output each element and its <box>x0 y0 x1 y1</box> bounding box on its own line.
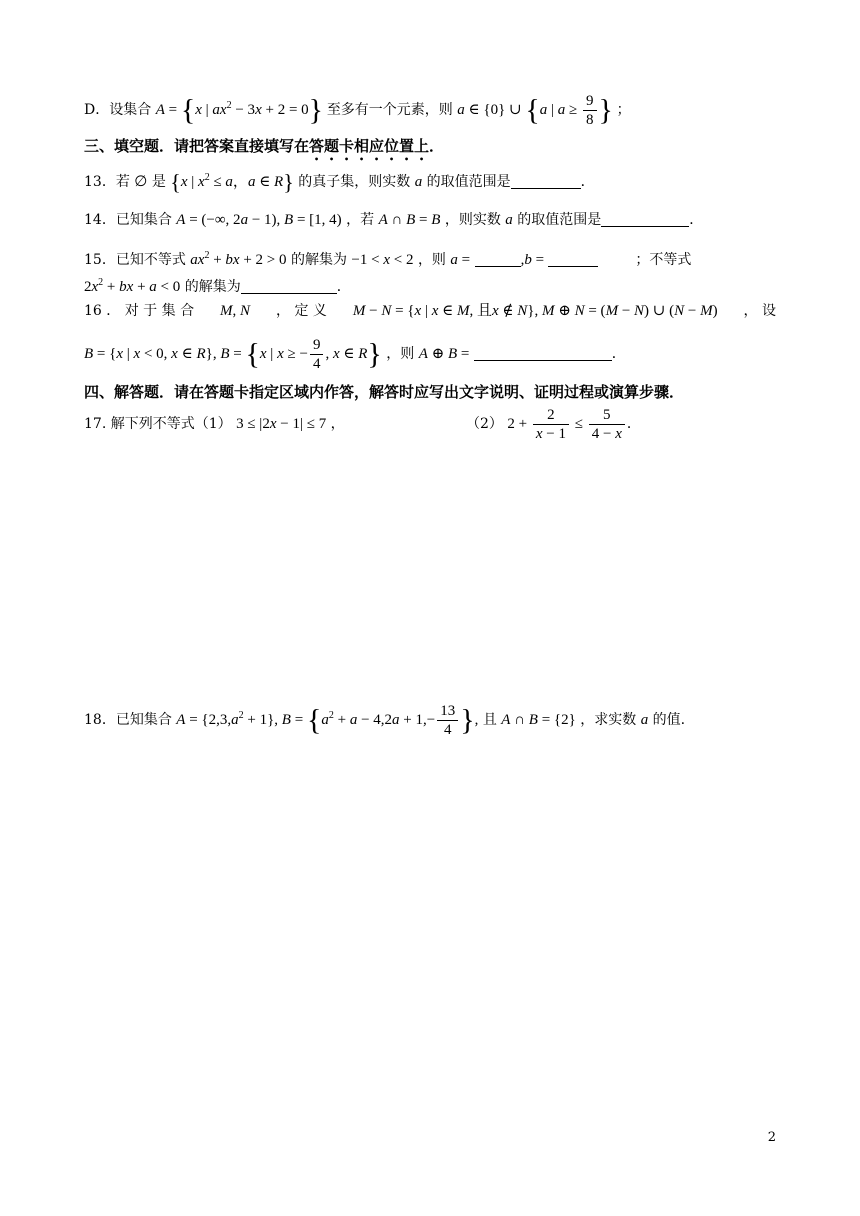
q13-var-a: a <box>414 174 423 190</box>
q17-end: ． <box>626 415 641 432</box>
q15-number: 15．已知不等式 <box>84 252 186 268</box>
q16-answer-blank <box>474 346 612 361</box>
q14-text3: 的取值范围是 <box>517 212 602 228</box>
q14-answer-blank <box>601 212 689 227</box>
q14-end: ． <box>689 212 704 228</box>
q15-a-blank <box>475 252 521 267</box>
item-d-result: a ∈ {0} ∪ {a | a ≥ $\frac{9}{8}$ } <box>457 93 613 128</box>
q16-number: 16 ． 对 于 集 合 <box>84 303 195 319</box>
item-d-text: 至多有一个元素，则 <box>326 101 453 118</box>
q18-condition: A ∩ B = {2} <box>501 711 576 728</box>
q18-text3: 的值. <box>652 711 686 728</box>
q17-sep: ， <box>330 416 345 432</box>
q13-set: {x | $x^2 \le a$，a ∈ R} <box>170 169 294 195</box>
question-18 <box>84 702 685 739</box>
question-13 <box>84 168 595 194</box>
q15-text2: ，则 <box>417 252 446 268</box>
item-d-formula: A = {x | $ax^2 - 3x + 2 = 0$} <box>155 93 324 127</box>
q18-var-a: a <box>640 711 649 728</box>
question-17-part-2 <box>466 406 641 443</box>
question-15 <box>84 246 691 270</box>
q16-text2: ， 设 <box>743 303 776 319</box>
q16-end: ． <box>611 345 626 362</box>
q18-text1: 且 <box>482 711 497 728</box>
section-3-heading <box>84 136 444 164</box>
q16-sets: M, N <box>220 303 251 319</box>
q13-number: 13．若 <box>84 174 130 190</box>
q17-number: 17. 解下列不等式（1） <box>84 416 232 432</box>
question-16-line-2 <box>84 336 626 373</box>
q17-part2-formula: 2 + $\frac{2}{x - 1}$ ≤ $\frac{5}{4 - x}$ <box>507 416 626 432</box>
q15-end: ． <box>336 279 351 295</box>
q16-result: A ⊕ B = <box>418 345 470 362</box>
q16-set-defs: B = {x | x < 0, x ∈ R}, B = {x | x ≥ − $\frac{9}{4}$ , x ∈ R} <box>84 337 382 372</box>
q18-sets: $A = \{2,3,a^2 + 1\}$, $B = \{a^2 + a - 4,2a + 1,-$ $\frac{13}{4}$ }, <box>176 703 479 738</box>
q13-text1: 是 <box>151 174 166 190</box>
q15-inequality: $ax^2$ + bx + 2 > 0 <box>190 250 287 268</box>
q13-text3: 的取值范围是 <box>426 174 511 190</box>
item-d-label: D．设集合 <box>84 101 152 118</box>
section-3-title: 三、填空题．请把答案直接填写在 <box>84 137 310 155</box>
q18-text2: ，求实数 <box>580 711 637 728</box>
section-4-title: 四、解答题．请在答题卡指定区域内作答，解答时应写出文字说明、证明过程或演算步骤． <box>84 383 685 401</box>
q16-definition: M − N = {x | x ∈ M, 且x ∉ N}, M ⊕ N = (M − N) ∪ (N − M) <box>352 303 718 319</box>
q14-var-a: a <box>505 212 513 228</box>
section-3-emph: 答题卡相应位置上 <box>309 137 430 155</box>
question-15-line-2 <box>84 273 351 297</box>
q14-number: 14．已知集合 <box>84 212 172 228</box>
q13-emptyset: ∅ <box>134 174 148 190</box>
q14-condition: A ∩ B = B <box>378 212 441 228</box>
q16-text1: ， 定 义 <box>276 303 327 319</box>
item-d-tail: ； <box>616 101 631 118</box>
section-4-heading <box>84 382 684 402</box>
q15-inequality-2: $2x^2$ + bx + a < 0 <box>84 277 181 295</box>
q13-answer-blank <box>511 174 581 189</box>
q15-solution: −1 < x < 2 <box>351 252 414 268</box>
item-d <box>84 92 631 129</box>
q15-b-eq: ,b = <box>520 252 545 268</box>
question-14 <box>84 210 703 230</box>
q16-text3: ，则 <box>386 345 415 362</box>
question-16 <box>84 301 776 321</box>
q17-part2-label: （2） <box>466 415 503 432</box>
q13-end: ． <box>580 174 595 190</box>
q15-text3: ；不等式 <box>635 252 692 268</box>
section-3-end: ． <box>429 137 445 155</box>
q14-text1: ，若 <box>346 212 375 228</box>
q15-text4: 的解集为 <box>184 279 241 295</box>
question-17 <box>84 414 345 434</box>
q15-answer-blank <box>241 279 337 294</box>
q18-number: 18．已知集合 <box>84 711 172 728</box>
page-number: 2 <box>767 1130 776 1145</box>
q13-text2: 的真子集，则实数 <box>298 174 411 190</box>
q17-part1: 3 ≤ |2x − 1| ≤ 7 <box>236 416 327 432</box>
q15-a-eq: a = <box>450 252 471 268</box>
q14-sets: A = (−∞, 2a − 1), B = [1, 4) <box>176 212 342 228</box>
q15-b-blank <box>548 252 598 267</box>
q15-text1: 的解集为 <box>290 252 347 268</box>
q14-text2: ，则实数 <box>444 212 501 228</box>
